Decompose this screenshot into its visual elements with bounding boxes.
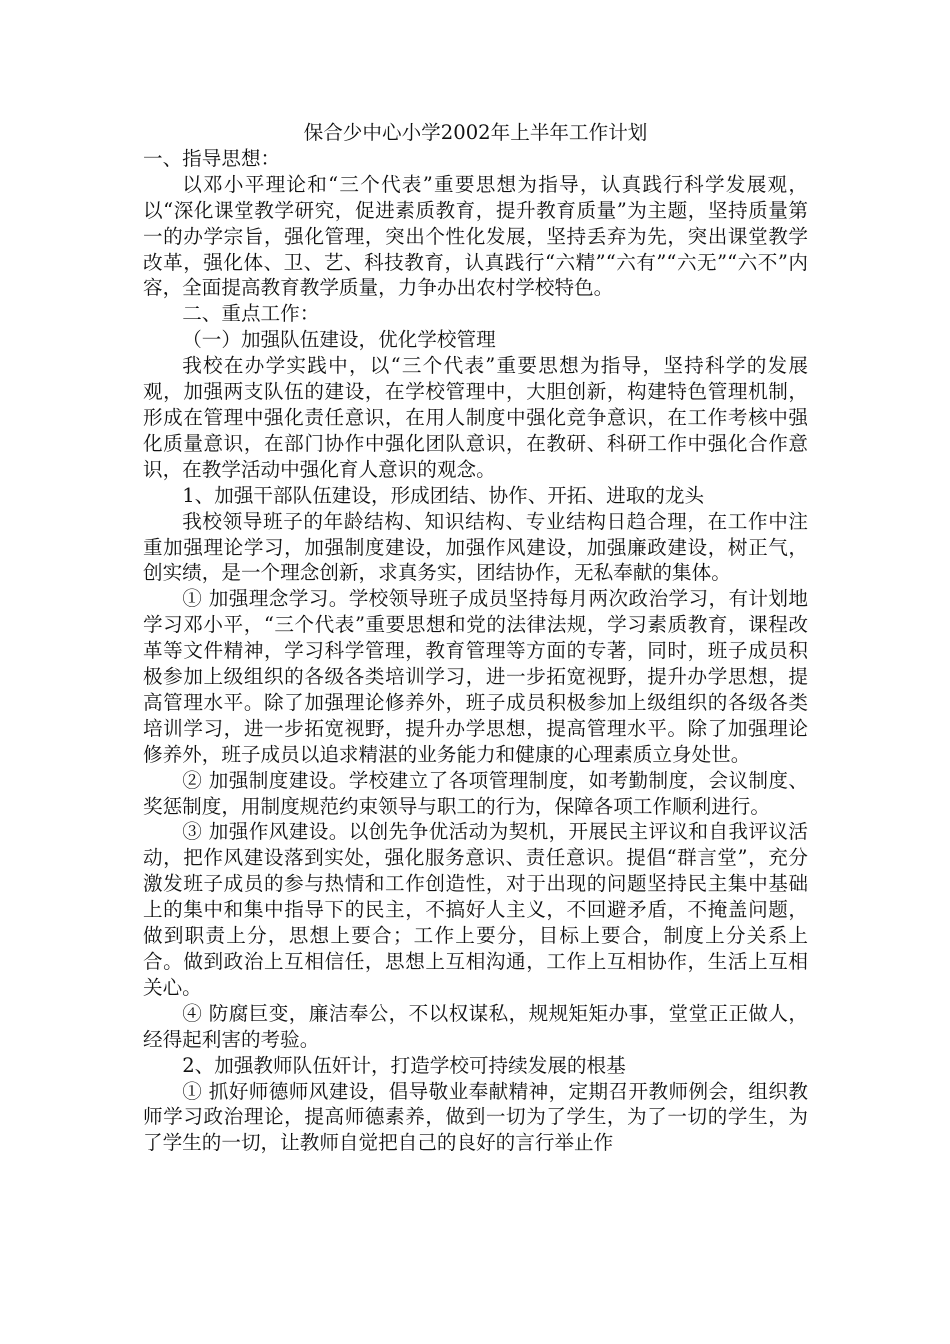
document-body: [143, 120, 808, 1156]
section-heading-guiding-ideology: 一、指导思想：: [143, 146, 281, 170]
paragraph-guiding-ideology: 以邓小平理论和“三个代表”重要思想为指导，认真践行科学发展观，以“深化课堂教学研究，促进素质教育，提升教育质量”为主题，坚持质量第一的办学宗旨，强化管理，突出个性化发展，坚持丢弃为先，突出课堂教学改革，强化体、卫、艺、科技教育，认真践行“六精”“六有”“六无”“六不”内容，全面提高教育教学质量，力争办出农村学校特色。: [143, 172, 808, 300]
section-heading-key-work: 二、重点工作：: [182, 302, 320, 326]
paragraph-integrity: ④ 防腐巨变，廉洁奉公，不以权谋私，规规矩矩办事，堂堂正正做人，经得起利害的考验。: [143, 1001, 808, 1051]
paragraph-team-building: 我校在办学实践中，以“三个代表”重要思想为指导，坚持科学的发展观，加强两支队伍的建设，在学校管理中，大胆创新，构建特色管理机制，形成在管理中强化责任意识，在用人制度中强化竞争意识，在工作考核中强化质量意识，在部门协作中强化团队意识，在教研、科研工作中强化合作意识，在教学活动中强化育人意识的观念。: [143, 354, 808, 481]
item-heading-teacher-team: 2、加强教师队伍奸计，打造学校可持续发展的根基: [182, 1053, 626, 1077]
subsection-heading-team-building: （一）加强队伍建设，优化学校管理: [182, 328, 496, 352]
paragraph-style-building: ③ 加强作风建设。以创先争优活动为契机，开展民主评议和自我评议活动，把作风建设落到实处，强化服务意识、责任意识。提倡“群言堂”，充分激发班子成员的参与热情和工作创造性，对于出现的问题坚持民主集中基础上的集中和集中指导下的民主，不搞好人主义，不回避矛盾，不掩盖问题，做到职责上分，思想上要合；工作上要分，目标上要合，制度上分关系上合。做到政治上互相信任，思想上互相沟通，工作上互相协作，生活上互相关心。: [143, 820, 808, 999]
document-title: 保合少中心小学2002年上半年工作计划: [303, 121, 648, 144]
paragraph-system-building: ② 加强制度建设。学校建立了各项管理制度，如考勤制度，会议制度、奖惩制度，用制度规范约束领导与职工的行为，保障各项工作顺利进行。: [143, 768, 808, 818]
paragraph-leadership: 我校领导班子的年龄结构、知识结构、专业结构日趋合理，在工作中注重加强理论学习，加强制度建设，加强作风建设，加强廉政建设，树正气，创实绩，是一个理念创新，求真务实，团结协作，无私奉献的集体。: [143, 509, 808, 585]
paragraph-teacher-ethics: ① 抓好师德师风建设，倡导敬业奉献精神，定期召开教师例会，组织教师学习政治理论，提高师德素养，做到一切为了学生，为了一切的学生，为了学生的一切，让教师自觉把自己的良好的言行举止作: [143, 1079, 808, 1155]
paragraph-theory-study: ① 加强理念学习。学校领导班子成员坚持每月两次政治学习，有计划地学习邓小平，“三个代表”重要思想和党的法律法规，学习素质教育，课程改革等文件精神，学习科学管理，教育管理等方面的专著，同时，班子成员积极参加上级组织的各级各类培训学习，进一步拓宽视野，提升办学思想，提高管理水平。除了加强理论修养外，班子成员积极参加上级组织的各级各类培训学习，进一步拓宽视野，提升办学思想，提高管理水平。除了加强理论修养外，班子成员以追求精湛的业务能力和健康的心理素质立身处世。: [143, 587, 808, 766]
item-heading-cadre-team: 1、加强干部队伍建设，形成团结、协作、开拓、进取的龙头: [182, 483, 705, 507]
